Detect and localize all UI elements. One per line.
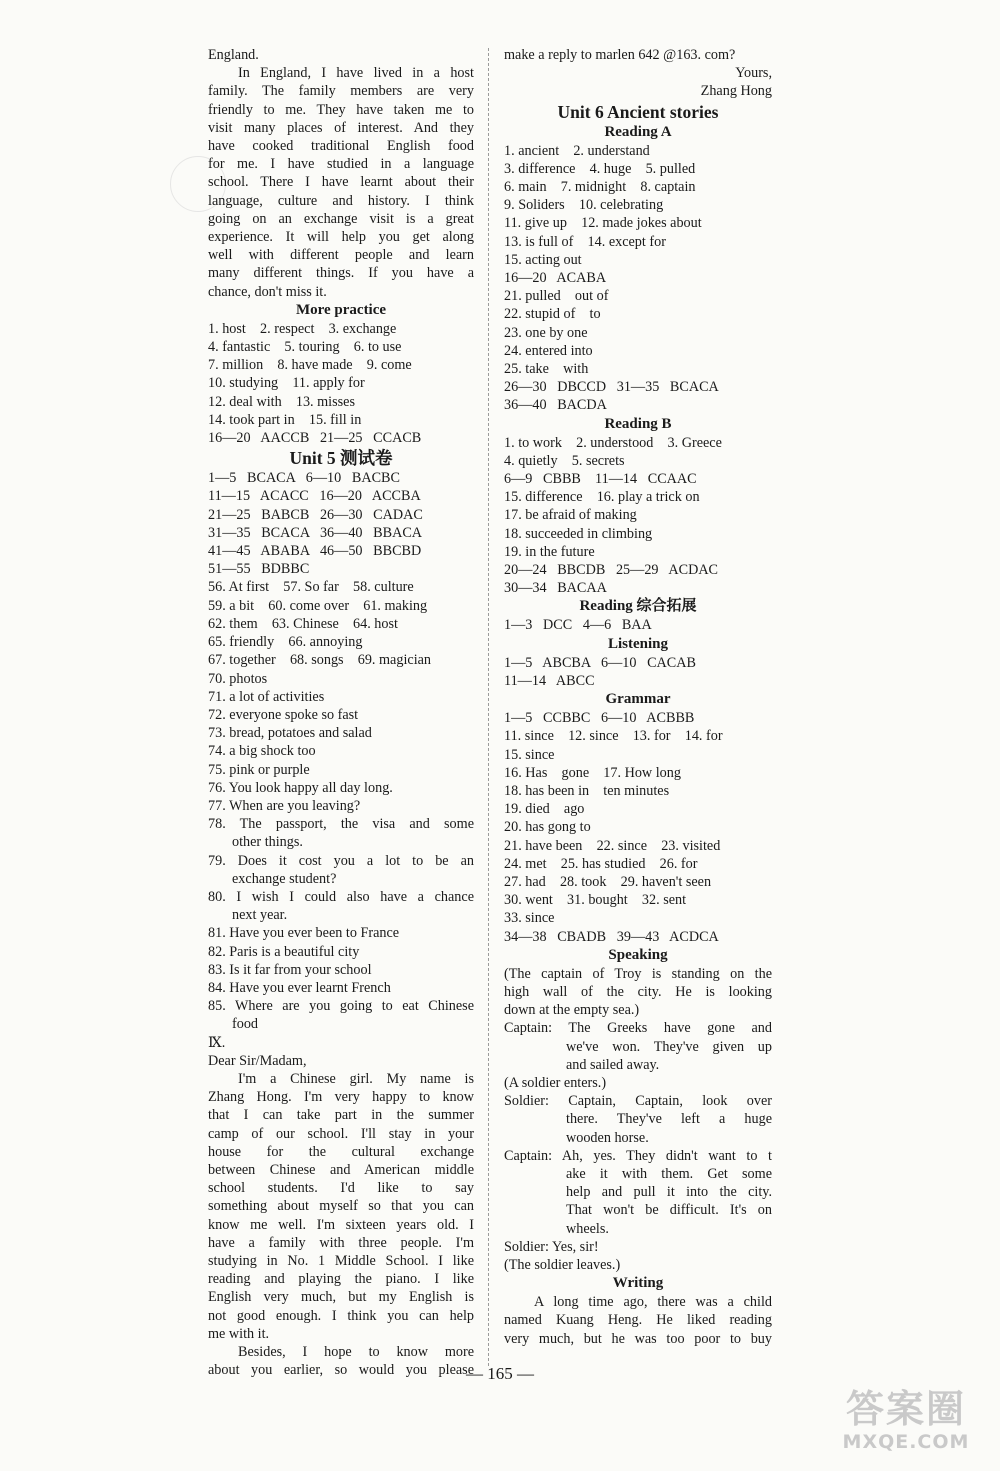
text-line: 16—20 ACABA xyxy=(504,270,607,287)
right-column xyxy=(504,46,772,1348)
text-line: that I can take part in the summer xyxy=(208,1107,474,1124)
text-line: 36—40 BACDA xyxy=(504,397,607,414)
text-line: 34—38 CBADB 39—43 ACDCA xyxy=(504,928,719,945)
text-line: exchange student? xyxy=(232,870,337,887)
text-line: 27. had 28. took 29. haven't seen xyxy=(504,873,712,890)
text-line: I'm a Chinese girl. My name is xyxy=(238,1070,474,1087)
text-line: 11—14 ABCC xyxy=(504,672,595,689)
text-line: 80. I wish I could also have a chance xyxy=(208,888,474,905)
text-line: 30—34 BACAA xyxy=(504,580,607,597)
text-line: 76. You look happy all day long. xyxy=(208,779,393,796)
text-line: 11. since 12. since 13. for 14. for xyxy=(504,728,723,745)
text-line: 62. them 63. Chinese 64. host xyxy=(208,615,398,632)
text-line: know me well. I'm sixteen years old. I xyxy=(208,1216,474,1233)
text-line: Yours, xyxy=(735,65,772,82)
text-line: Besides, I hope to know more xyxy=(238,1344,474,1361)
text-line: 15. difference 16. play a trick on xyxy=(504,489,700,506)
text-line: 81. Have you ever been to France xyxy=(208,925,400,942)
text-line: wheels. xyxy=(566,1220,609,1237)
text-line: 82. Paris is a beautiful city xyxy=(208,943,360,960)
text-line: Captain: The Greeks have gone and xyxy=(504,1020,772,1037)
text-line: there. They've left a huge xyxy=(566,1111,772,1128)
text-line: 16—20 AACCB 21—25 CCACB xyxy=(208,430,422,447)
text-line: Zhang Hong. I'm very happy to know xyxy=(208,1089,474,1106)
section-heading: More practice xyxy=(295,301,387,318)
text-line: England. xyxy=(208,47,259,63)
text-line: going on an exchange visit is a great xyxy=(208,210,474,227)
text-line: something about myself so that you can xyxy=(208,1198,474,1215)
text-line: 18. succeeded in climbing xyxy=(504,525,653,542)
text-line: 84. Have you ever learnt French xyxy=(208,979,391,996)
text-line: many different things. If you have a xyxy=(208,265,474,282)
text-line: 30. went 31. bought 32. sent xyxy=(504,892,687,909)
text-line: (The soldier leaves.) xyxy=(504,1256,621,1273)
text-line: 1. ancient 2. understand xyxy=(504,142,650,159)
text-line: In England, I have lived in a host xyxy=(238,65,474,82)
text-line: 78. The passport, the visa and some xyxy=(208,816,474,833)
text-line: 23. one by one xyxy=(504,324,588,341)
text-line: 4. quietly 5. secrets xyxy=(504,452,625,469)
text-line: down at the empty sea.) xyxy=(504,1002,640,1019)
section-heading: Grammar xyxy=(605,691,671,708)
section-heading: Speaking xyxy=(608,946,668,963)
text-line: 56. At first 57. So far 58. culture xyxy=(208,579,414,596)
section-heading: Unit 5 测试卷 xyxy=(289,448,393,469)
text-line: very much, but he was too poor to buy xyxy=(504,1330,772,1347)
text-line: help and pull it into the city. xyxy=(566,1184,772,1201)
text-line: Dear Sir/Madam, xyxy=(208,1052,307,1069)
text-line: 51—55 BDBBC xyxy=(208,561,310,578)
text-line: school students. I'd like to say xyxy=(208,1180,474,1197)
text-line: chance, don't miss it. xyxy=(208,283,327,300)
text-line: me with it. xyxy=(208,1325,270,1342)
text-line: 11. give up 12. made jokes about xyxy=(504,215,702,232)
text-line: 74. a big shock too xyxy=(208,743,316,760)
text-line: reading and playing the piano. I like xyxy=(208,1271,474,1288)
section-heading: Listening xyxy=(607,635,668,652)
page-number: — 165 — xyxy=(466,1364,534,1383)
text-line: 26—30 DBCCD 31—35 BCACA xyxy=(504,379,719,396)
text-line: 25. take with xyxy=(504,361,589,378)
text-line: 21. have been 22. since 23. visited xyxy=(504,837,721,854)
text-line: 1—5 BCACA 6—10 BACBC xyxy=(208,470,400,487)
text-line: 9. Soliders 10. celebrating xyxy=(504,197,664,214)
text-line: 73. bread, potatoes and salad xyxy=(208,725,372,742)
text-line: 41—45 ABABA 46—50 BBCBD xyxy=(208,543,422,560)
text-line: 1—5 CCBBC 6—10 ACBBB xyxy=(504,710,695,727)
text-line: have a family with three people. I'm xyxy=(208,1234,474,1251)
text-line: we've won. They've given up xyxy=(566,1038,772,1055)
text-line: 4. fantastic 5. touring 6. to use xyxy=(208,339,402,356)
text-line: have cooked traditional English food xyxy=(208,138,474,155)
text-line: make a reply to marlen 642 @163. com? xyxy=(504,47,736,63)
text-line: English very much, but my English is xyxy=(208,1289,474,1306)
text-line: 83. Is it far from your school xyxy=(208,961,372,978)
text-line: 77. When are you leaving? xyxy=(208,797,361,814)
text-line: 3. difference 4. huge 5. pulled xyxy=(504,160,696,177)
text-line: A long time ago, there was a child xyxy=(534,1294,772,1311)
text-line: 6. main 7. midnight 8. captain xyxy=(504,179,696,196)
text-line: not good enough. I think you can help xyxy=(208,1307,474,1324)
text-line: 1. to work 2. understood 3. Greece xyxy=(504,434,722,451)
watermark-url: MXQE.COM xyxy=(842,1431,970,1453)
watermark-logo-text: 答案圈 xyxy=(845,1387,966,1431)
text-line: (A soldier enters.) xyxy=(504,1074,607,1091)
text-line: 67. together 68. songs 69. magician xyxy=(208,652,432,669)
text-line: 59. a bit 60. come over 61. making xyxy=(208,597,428,614)
text-line: 19. died ago xyxy=(504,801,585,818)
text-line: 1—3 DCC 4—6 BAA xyxy=(504,617,652,634)
text-line: 21—25 BABCB 26—30 CADAC xyxy=(208,506,423,523)
text-line: That won't be difficult. It's on xyxy=(566,1202,772,1219)
text-line: 21. pulled out of xyxy=(504,288,609,305)
text-line: 79. Does it cost you a lot to be an xyxy=(208,852,474,869)
text-line: studying in No. 1 Middle School. I like xyxy=(208,1253,474,1269)
text-line: 33. since xyxy=(504,910,555,927)
text-line: 10. studying 11. apply for xyxy=(208,375,365,392)
text-line: wooden horse. xyxy=(566,1129,649,1146)
text-line: other things. xyxy=(232,834,303,851)
text-line: school. There I have learnt about their xyxy=(208,174,474,191)
text-line: and sailed away. xyxy=(566,1056,660,1073)
text-line: 20. has gong to xyxy=(504,819,591,836)
text-line: Ⅸ. xyxy=(208,1034,226,1051)
text-line: 75. pink or purple xyxy=(208,761,310,778)
text-line: named Kuang Heng. He liked reading xyxy=(504,1312,772,1329)
text-line: language, culture and history. I think xyxy=(208,192,474,209)
section-heading: Reading B xyxy=(604,415,672,432)
text-line: next year. xyxy=(232,907,288,924)
text-line: 14. took part in 15. fill in xyxy=(208,411,362,428)
text-line: for me. I have studied in a language xyxy=(208,156,474,173)
text-line: Captain: Ah, yes. They didn't want to t xyxy=(504,1147,772,1164)
section-heading: Writing xyxy=(612,1275,664,1292)
text-line: 7. million 8. have made 9. come xyxy=(208,357,412,374)
text-line: visit many places of interest. And they xyxy=(208,119,474,136)
text-line: 15. acting out xyxy=(504,251,582,268)
text-line: 24. entered into xyxy=(504,342,593,359)
text-line: Soldier: Yes, sir! xyxy=(504,1238,599,1255)
section-heading: Reading 综合拓展 xyxy=(579,598,697,615)
text-line: 22. stupid of to xyxy=(504,306,601,323)
text-line: (The captain of Troy is standing on the xyxy=(504,965,772,982)
text-line: 65. friendly 66. annoying xyxy=(208,634,363,651)
site-watermark xyxy=(826,1387,986,1463)
text-line: Soldier: Captain, Captain, look over xyxy=(504,1093,772,1110)
text-line: 1—5 ABCBA 6—10 CACAB xyxy=(504,654,696,671)
column-divider xyxy=(488,48,489,1366)
text-line: 85. Where are you going to eat Chinese xyxy=(208,998,474,1015)
text-line: 72. everyone spoke so fast xyxy=(208,706,359,723)
text-line: 11—15 ACACC 16—20 ACCBA xyxy=(208,488,421,505)
text-line: high wall of the city. He is looking xyxy=(504,983,772,1000)
section-heading: Unit 6 Ancient stories xyxy=(557,101,719,122)
text-line: 20—24 BBCDB 25—29 ACDAC xyxy=(504,562,719,579)
text-line: camp of our school. I'll stay in your xyxy=(208,1125,474,1142)
text-line: Zhang Hong xyxy=(700,83,772,100)
text-line: about you earlier, so would you please xyxy=(208,1362,474,1379)
text-line: 71. a lot of activities xyxy=(208,688,325,705)
text-line: 16. Has gone 17. How long xyxy=(504,764,681,781)
text-line: house for the cultural exchange xyxy=(208,1143,474,1160)
text-line: 15. since xyxy=(504,746,555,763)
text-line: 6—9 CBBB 11—14 CCAAC xyxy=(504,471,697,488)
text-line: 19. in the future xyxy=(504,543,595,560)
text-line: ake it with them. Get some xyxy=(566,1165,772,1182)
text-line: between Chinese and American middle xyxy=(208,1161,474,1178)
left-column xyxy=(208,46,474,1379)
text-line: 31—35 BCACA 36—40 BBACA xyxy=(208,524,423,541)
section-heading: Reading A xyxy=(604,123,672,140)
text-line: experience. It will help you get along xyxy=(208,229,474,246)
text-line: 12. deal with 13. misses xyxy=(208,393,355,410)
text-line: 1. host 2. respect 3. exchange xyxy=(208,320,397,337)
text-line: 13. is full of 14. except for xyxy=(504,233,666,250)
text-line: 17. be afraid of making xyxy=(504,507,637,524)
text-line: family. The family members are very xyxy=(208,83,474,100)
text-line: 70. photos xyxy=(208,670,268,687)
text-line: 18. has been in ten minutes xyxy=(504,782,670,799)
text-line: friendly to me. They have taken me to xyxy=(208,101,474,118)
text-line: 24. met 25. has studied 26. for xyxy=(504,855,698,872)
text-line: food xyxy=(232,1016,259,1033)
text-line: well with different people and learn xyxy=(208,247,474,264)
